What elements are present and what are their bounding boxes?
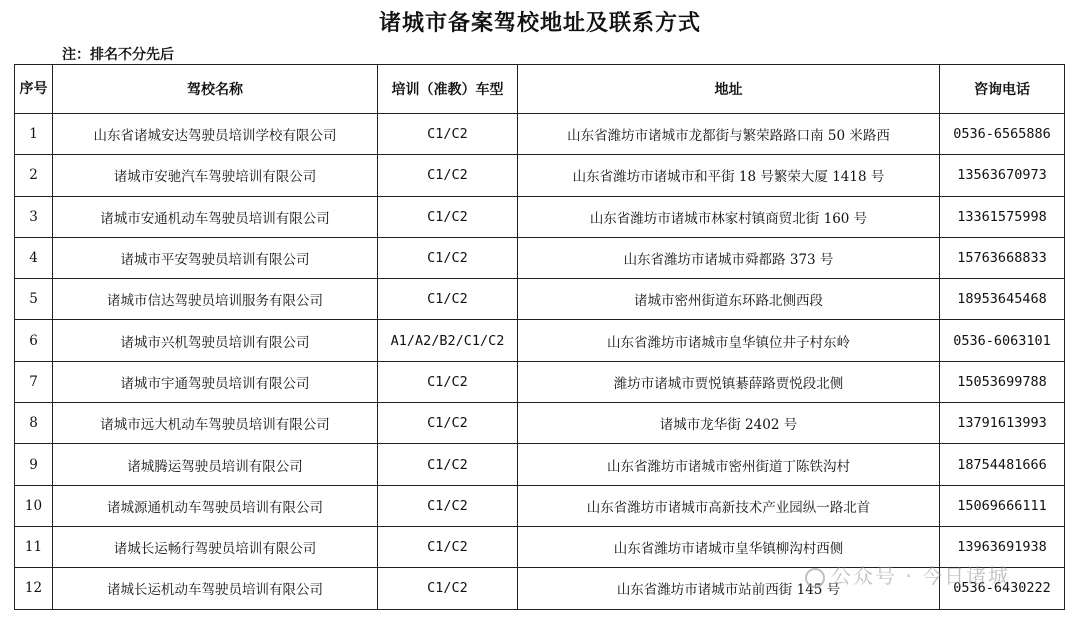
cell-vehicle-type: C1/C2 [378,237,518,278]
table-row [15,279,1065,320]
table-row [15,196,1065,237]
document-title: 诸城市备案驾校地址及联系方式 [378,10,701,36]
table-row [15,568,1065,609]
cell-serial-number: 7 [15,361,53,402]
cell-address: 山东省潍坊市诸城市林家村镇商贸北街 160 号 [518,196,940,237]
cell-address: 潍坊市诸城市贾悦镇綦薛路贾悦段北侧 [518,361,940,402]
cell-address: 山东省潍坊市诸城市和平街 18 号繁荣大厦 1418 号 [518,155,940,196]
table-row [15,444,1065,485]
cell-vehicle-type: C1/C2 [378,403,518,444]
cell-address: 山东省潍坊市诸城市舜都路 373 号 [518,237,940,278]
cell-vehicle-type: C1/C2 [378,279,518,320]
cell-serial-number: 4 [15,237,53,278]
cell-phone: 15069666111 [940,485,1065,526]
cell-school-name: 诸城长运畅行驾驶员培训有限公司 [53,526,378,567]
cell-phone: 13791613993 [940,403,1065,444]
cell-phone: 0536-6063101 [940,320,1065,361]
cell-vehicle-type: C1/C2 [378,361,518,402]
cell-vehicle-type: C1/C2 [378,568,518,609]
cell-phone: 15763668833 [940,237,1065,278]
cell-serial-number: 2 [15,155,53,196]
cell-school-name: 诸城市宇通驾驶员培训有限公司 [53,361,378,402]
header-school-name: 驾校名称 [53,65,378,114]
cell-school-name: 诸城市兴机驾驶员培训有限公司 [53,320,378,361]
cell-serial-number: 5 [15,279,53,320]
cell-phone: 13361575998 [940,196,1065,237]
cell-school-name: 诸城市信达驾驶员培训服务有限公司 [53,279,378,320]
table-row [15,403,1065,444]
header-phone: 咨询电话 [940,65,1065,114]
cell-school-name: 诸城腾运驾驶员培训有限公司 [53,444,378,485]
cell-serial-number: 12 [15,568,53,609]
cell-phone: 0536-6565886 [940,114,1065,155]
driving-school-table [14,64,1065,610]
table-body [15,114,1065,610]
table-row [15,526,1065,567]
cell-vehicle-type: C1/C2 [378,485,518,526]
cell-school-name: 诸城长运机动车驾驶员培训有限公司 [53,568,378,609]
cell-school-name: 诸城市远大机动车驾驶员培训有限公司 [53,403,378,444]
table-row [15,485,1065,526]
cell-phone: 13963691938 [940,526,1065,567]
cell-phone: 18754481666 [940,444,1065,485]
cell-school-name: 诸城市安驰汽车驾驶培训有限公司 [53,155,378,196]
cell-school-name: 诸城市平安驾驶员培训有限公司 [53,237,378,278]
table-row [15,361,1065,402]
cell-vehicle-type: A1/A2/B2/C1/C2 [378,320,518,361]
cell-serial-number: 11 [15,526,53,567]
cell-address: 诸城市龙华街 2402 号 [518,403,940,444]
cell-school-name: 山东省诸城安达驾驶员培训学校有限公司 [53,114,378,155]
header-vehicle-type: 培训（准教）车型 [378,65,518,114]
cell-address: 山东省潍坊市诸城市密州街道丁陈铁沟村 [518,444,940,485]
cell-vehicle-type: C1/C2 [378,114,518,155]
ranking-note: 注：排名不分先后 [62,47,174,63]
cell-serial-number: 3 [15,196,53,237]
cell-vehicle-type: C1/C2 [378,196,518,237]
cell-phone: 15053699788 [940,361,1065,402]
cell-serial-number: 6 [15,320,53,361]
cell-serial-number: 10 [15,485,53,526]
cell-address: 山东省潍坊市诸城市高新技术产业园纵一路北首 [518,485,940,526]
table-row [15,114,1065,155]
cell-school-name: 诸城市安通机动车驾驶员培训有限公司 [53,196,378,237]
cell-address: 诸城市密州街道东环路北侧西段 [518,279,940,320]
cell-address: 山东省潍坊市诸城市皇华镇柳沟村西侧 [518,526,940,567]
header-address: 地址 [518,65,940,114]
watermark-text: 公众号 · 今日诸城 [831,564,1011,588]
cell-vehicle-type: C1/C2 [378,526,518,567]
table-row [15,320,1065,361]
cell-address: 山东省潍坊市诸城市龙都街与繁荣路路口南 50 米路西 [518,114,940,155]
cell-serial-number: 9 [15,444,53,485]
cell-school-name: 诸城源通机动车驾驶员培训有限公司 [53,485,378,526]
cell-address: 山东省潍坊市诸城市站前西街 145 号 [518,568,940,609]
cell-phone: 18953645468 [940,279,1065,320]
table-row [15,237,1065,278]
cell-vehicle-type: C1/C2 [378,444,518,485]
table-header-row [15,65,1065,114]
cell-serial-number: 1 [15,114,53,155]
table-row [15,155,1065,196]
cell-serial-number: 8 [15,403,53,444]
cell-vehicle-type: C1/C2 [378,155,518,196]
header-serial-number: 序号 [15,65,53,114]
cell-phone: 0536-6430222 [940,568,1065,609]
cell-address: 山东省潍坊市诸城市皇华镇位井子村东岭 [518,320,940,361]
cell-phone: 13563670973 [940,155,1065,196]
